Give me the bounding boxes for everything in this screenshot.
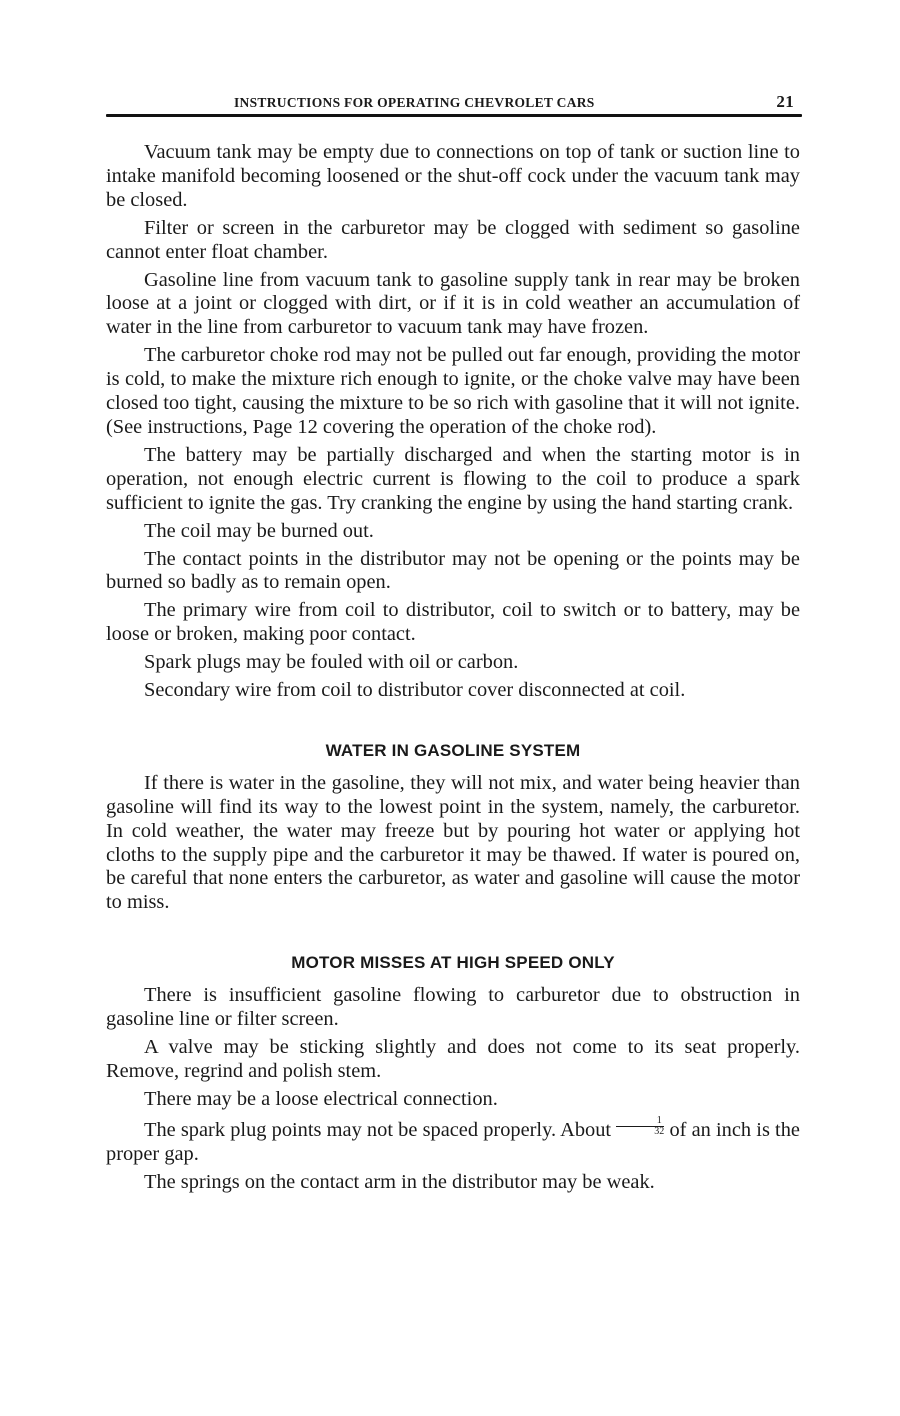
section-heading-water-in-gasoline: WATER IN GASOLINE SYSTEM: [325, 740, 581, 760]
spark-gap-text-after: of an inch is the proper gap.: [106, 1118, 800, 1165]
spark-gap-text-before: The spark plug points may not be spaced properly. About: [144, 1118, 612, 1141]
paragraph: Spark plugs may be fouled with oil or carbon.: [144, 651, 519, 674]
paragraph: The primary wire from coil to distributor, coil to switch or to battery, may be loose or broken, making poor contact.: [106, 599, 800, 646]
paragraph: There may be a loose electrical connection.: [144, 1087, 498, 1110]
book-page: [106, 92, 800, 1193]
paragraph: The contact points in the distributor may not be opening or the points may be burned so badly as to remain open.: [106, 547, 800, 594]
paragraph: Secondary wire from coil to distributor cover disconnected at coil.: [144, 679, 686, 702]
paragraph: A valve may be sticking slightly and does not come to its seat properly. Remove, regrind and polish stem.: [106, 1036, 800, 1082]
running-head-title: INSTRUCTIONS FOR OPERATING CHEVROLET CARS: [234, 95, 595, 110]
running-head: [106, 92, 800, 114]
paragraph: The coil may be burned out.: [144, 519, 374, 542]
paragraph: There is insufficient gasoline flowing to carburetor due to obstruction in gasoline line or filter screen.: [106, 984, 800, 1031]
page-number: 21: [776, 92, 794, 111]
section-heading-motor-misses: MOTOR MISSES AT HIGH SPEED ONLY: [291, 953, 615, 973]
paragraph: Gasoline line from vacuum tank to gasoline supply tank in rear may be broken loose at a joint or clogged with dirt, or if it is in cold weather an accumulation of water in the line from carburetor to vacuum tank may have frozen.: [106, 268, 800, 339]
paragraph: The carburetor choke rod may not be pulled out far enough, providing the motor is cold, to make the mixture rich enough to ignite, or the choke valve may have been closed too tight, causing the mixture to be so rich with gasoline that it will not ignite. (See instructions, Page 12 covering the operation of the choke rod).: [106, 344, 800, 438]
paragraph: The battery may be partially discharged and when the starting motor is in operation, not enough electric current is flowing to the coil to produce a spark sufficient to ignite the gas. Try cranking the engine by using the hand starting crank.: [106, 443, 800, 514]
paragraph: Vacuum tank may be empty due to connections on top of tank or suction line to intake manifold becoming loosened or the shut-off cock under the vacuum tank may be closed.: [106, 141, 800, 211]
paragraph: The springs on the contact arm in the distributor may be weak.: [144, 1170, 655, 1193]
header-rule: [106, 114, 802, 117]
paragraph-spark-gap: [106, 1116, 800, 1167]
page-body: [106, 141, 800, 1198]
fraction-one-thirty-second: $\frac{1}{32}$: [616, 1116, 664, 1137]
paragraph: Filter or screen in the carburetor may be clogged with sediment so gasoline cannot enter float chamber.: [106, 216, 800, 263]
paragraph: If there is water in the gasoline, they will not mix, and water being heavier than gasoline will find its way to the lowest point in the system, namely, the carburetor. In cold weather, the water may freeze but by pouring hot water or applying hot cloths to the supply pipe and the carburetor it may be thawed. If water is poured on, be careful that none enters the carburetor, as water and gasoline will cause the motor to miss.: [106, 771, 800, 914]
